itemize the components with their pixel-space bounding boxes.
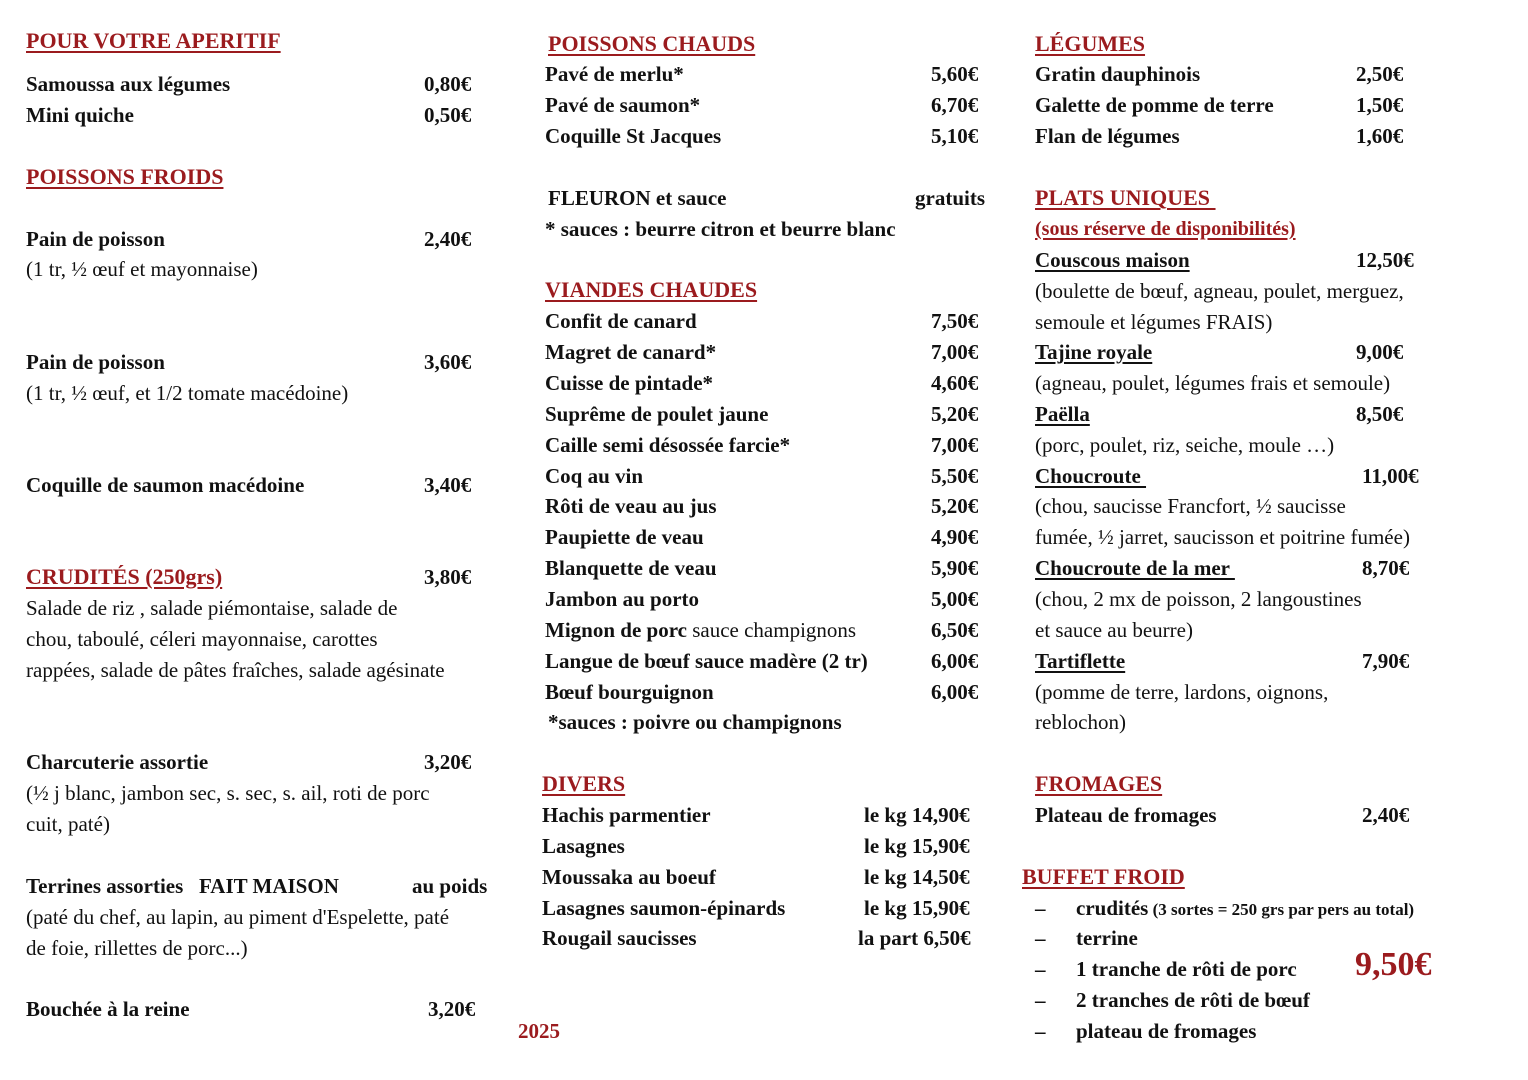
buffet-item-label: crudités xyxy=(1076,896,1149,920)
menu-item-desc: (agneau, poulet, légumes frais et semoule) xyxy=(1035,371,1391,395)
menu-item-price: 3,80€ xyxy=(424,565,472,589)
menu-item-name: Pavé de saumon* xyxy=(545,93,701,117)
menu-item-price: 6,00€ xyxy=(931,649,979,673)
menu-item-price: 8,70€ xyxy=(1362,556,1410,580)
menu-item-name: Moussaka au boeuf xyxy=(542,865,716,889)
viandes-chaudes-title: VIANDES CHAUDES xyxy=(545,277,758,302)
menu-item-name xyxy=(545,617,856,643)
menu-item-price: la part 6,50€ xyxy=(858,926,971,950)
menu-item-price: 6,50€ xyxy=(931,618,979,642)
legumes-title: LÉGUMES xyxy=(1035,31,1146,56)
menu-item-price: 5,00€ xyxy=(931,587,979,611)
buffet-item-note: (3 sortes = 250 grs par pers au total) xyxy=(1148,900,1415,919)
viandes-note: *sauces : poivre ou champignons xyxy=(548,710,842,734)
menu-item-desc: (1 tr, ½ œuf, et 1/2 tomate macédoine) xyxy=(26,381,349,405)
sauces-note: * sauces : beurre citron et beurre blanc xyxy=(545,217,896,241)
aperitif-title: POUR VOTRE APERITIF xyxy=(26,28,281,53)
menu-item-desc: (½ j blanc, jambon sec, s. sec, s. ail, roti de porc xyxy=(26,781,430,805)
menu-item-name: Lasagnes saumon-épinards xyxy=(542,896,786,920)
menu-item-name: Langue de bœuf sauce madère (2 tr) xyxy=(545,649,868,673)
menu-item-name: Pain de poisson xyxy=(26,227,165,251)
menu-item-price: 3,20€ xyxy=(428,997,476,1021)
menu-item-price: 3,40€ xyxy=(424,473,472,497)
menu-item-name: Magret de canard* xyxy=(545,340,717,364)
menu-item-price: 1,60€ xyxy=(1356,124,1404,148)
menu-item-desc: rappées, salade de pâtes fraîches, salade agésinate xyxy=(26,658,445,682)
menu-item-price: le kg 14,50€ xyxy=(864,865,970,889)
menu-item-price: 5,50€ xyxy=(931,464,979,488)
menu-item-desc: et sauce au beurre) xyxy=(1035,618,1193,642)
menu-item-name: Plateau de fromages xyxy=(1035,803,1217,827)
menu-item-name: Terrines assorties FAIT MAISON xyxy=(26,874,339,898)
menu-item-name: Charcuterie assortie xyxy=(26,750,209,774)
buffet-item: 2 tranches de rôti de bœuf xyxy=(1076,988,1310,1012)
divers-title: DIVERS xyxy=(542,771,626,796)
buffet-froid-title: BUFFET FROID xyxy=(1022,864,1185,889)
menu-item-name: Jambon au porto xyxy=(545,587,700,611)
bullet-dash: – xyxy=(1035,926,1046,950)
menu-item-price: 5,90€ xyxy=(931,556,979,580)
menu-item-name-bold: Mignon de porc xyxy=(545,618,687,642)
menu-item-name: Samoussa aux légumes xyxy=(26,72,231,96)
menu-item-desc: reblochon) xyxy=(1035,710,1126,734)
menu-item-price: 0,50€ xyxy=(424,103,472,127)
menu-item-desc: de foie, rillettes de porc...) xyxy=(26,936,248,960)
menu-item-price: le kg 14,90€ xyxy=(864,803,970,827)
menu-item-desc: (chou, saucisse Francfort, ½ saucisse xyxy=(1035,494,1346,518)
menu-item-desc: (paté du chef, au lapin, au piment d'Espelette, paté xyxy=(26,905,450,929)
menu-item-desc: cuit, paté) xyxy=(26,812,110,836)
menu-item-name: Caille semi désossée farcie* xyxy=(545,433,791,457)
poissons-chauds-title: POISSONS CHAUDS xyxy=(548,31,756,56)
menu-item-price: 5,60€ xyxy=(931,62,979,86)
menu-item-price: 7,90€ xyxy=(1362,649,1410,673)
menu-item-desc: fumée, ½ jarret, saucisson et poitrine fumée) xyxy=(1035,525,1410,549)
menu-item-price: 7,00€ xyxy=(931,433,979,457)
buffet-price: 9,50€ xyxy=(1355,946,1432,983)
menu-item-name: Rôti de veau au jus xyxy=(545,494,717,518)
menu-item-price: 9,00€ xyxy=(1356,340,1404,364)
menu-item-desc: semoule et légumes FRAIS) xyxy=(1035,310,1273,334)
menu-item-name: Suprême de poulet jaune xyxy=(545,402,769,426)
menu-item-name: Confit de canard xyxy=(545,309,697,333)
menu-item-name: FLEURON et sauce xyxy=(548,186,727,210)
menu-item-name: Paupiette de veau xyxy=(545,525,704,549)
menu-item-desc: chou, taboulé, céleri mayonnaise, carottes xyxy=(26,627,378,651)
menu-item-name: Coq au vin xyxy=(545,464,644,488)
menu-item-price: 8,50€ xyxy=(1356,402,1404,426)
buffet-item xyxy=(1076,895,1414,923)
menu-item-price: 3,20€ xyxy=(424,750,472,774)
menu-item-name: Couscous maison xyxy=(1035,248,1190,272)
menu-item-price: 5,10€ xyxy=(931,124,979,148)
menu-item-price: 4,90€ xyxy=(931,525,979,549)
menu-item-price: 6,70€ xyxy=(931,93,979,117)
fromages-title: FROMAGES xyxy=(1035,771,1163,796)
menu-item-desc: (chou, 2 mx de poisson, 2 langoustines xyxy=(1035,587,1362,611)
menu-item-price: 6,00€ xyxy=(931,680,979,704)
menu-item-price: 2,40€ xyxy=(424,227,472,251)
menu-item-price: le kg 15,90€ xyxy=(864,896,970,920)
menu-item-price: au poids xyxy=(412,874,488,898)
menu-item-price: 12,50€ xyxy=(1356,248,1414,272)
bullet-dash: – xyxy=(1035,988,1046,1012)
menu-item-name: Cuisse de pintade* xyxy=(545,371,714,395)
menu-item-price: 11,00€ xyxy=(1362,464,1419,488)
buffet-item: plateau de fromages xyxy=(1076,1019,1257,1043)
menu-item-price: 2,50€ xyxy=(1356,62,1404,86)
bullet-dash: – xyxy=(1035,1019,1046,1043)
menu-item-name: Bouchée à la reine xyxy=(26,997,190,1021)
menu-item-price: 1,50€ xyxy=(1356,93,1404,117)
menu-item-price: 7,50€ xyxy=(931,309,979,333)
menu-item-name: Flan de légumes xyxy=(1035,124,1180,148)
bullet-dash: – xyxy=(1035,957,1046,981)
menu-item-extra: sauce champignons xyxy=(686,618,857,642)
menu-item-name: Gratin dauphinois xyxy=(1035,62,1201,86)
menu-item-name: Hachis parmentier xyxy=(542,803,711,827)
menu-item-name: Galette de pomme de terre xyxy=(1035,93,1274,117)
menu-item-desc: (porc, poulet, riz, seiche, moule …) xyxy=(1035,433,1335,457)
menu-item-name: Choucroute xyxy=(1035,464,1147,488)
menu-item-name: Bœuf bourguignon xyxy=(545,680,714,704)
menu-item-name: Coquille St Jacques xyxy=(545,124,722,148)
menu-item-name: Tajine royale xyxy=(1035,340,1153,364)
menu-item-price: 3,60€ xyxy=(424,350,472,374)
plats-uniques-subtitle: (sous réserve de disponibilités) xyxy=(1035,218,1296,240)
menu-item-price: 4,60€ xyxy=(931,371,979,395)
menu-item-desc: Salade de riz , salade piémontaise, salade de xyxy=(26,596,398,620)
menu-item-price: 0,80€ xyxy=(424,72,472,96)
menu-item-name: Pain de poisson xyxy=(26,350,165,374)
buffet-item: 1 tranche de rôti de porc xyxy=(1076,957,1297,981)
menu-item-name: Mini quiche xyxy=(26,103,134,127)
menu-item-name: Coquille de saumon macédoine xyxy=(26,473,305,497)
menu-item-price: 5,20€ xyxy=(931,402,979,426)
menu-item-name: Rougail saucisses xyxy=(542,926,697,950)
bullet-dash: – xyxy=(1035,896,1046,920)
menu-item-desc: (pomme de terre, lardons, oignons, xyxy=(1035,680,1329,704)
menu-item-price: 5,20€ xyxy=(931,494,979,518)
menu-item-desc: (boulette de bœuf, agneau, poulet, merguez, xyxy=(1035,279,1404,303)
poissons-froids-title: POISSONS FROIDS xyxy=(26,164,224,189)
menu-item-name: Pavé de merlu* xyxy=(545,62,684,86)
plats-uniques-title: PLATS UNIQUES xyxy=(1035,185,1216,210)
menu-item-name: Lasagnes xyxy=(542,834,625,858)
year-label: 2025 xyxy=(518,1019,560,1043)
menu-item-name: Paëlla xyxy=(1035,402,1090,426)
menu-item-name: Choucroute de la mer xyxy=(1035,556,1235,580)
menu-item-name: Tartiflette xyxy=(1035,649,1126,673)
crudites-title: CRUDITÉS (250grs) xyxy=(26,564,223,589)
menu-item-price: le kg 15,90€ xyxy=(864,834,970,858)
menu-item-price: 2,40€ xyxy=(1362,803,1410,827)
menu-item-desc: (1 tr, ½ œuf et mayonnaise) xyxy=(26,257,258,281)
menu-item-price: 7,00€ xyxy=(931,340,979,364)
buffet-item: terrine xyxy=(1076,926,1138,950)
menu-item-name: Blanquette de veau xyxy=(545,556,717,580)
menu-item-price: gratuits xyxy=(915,186,985,210)
